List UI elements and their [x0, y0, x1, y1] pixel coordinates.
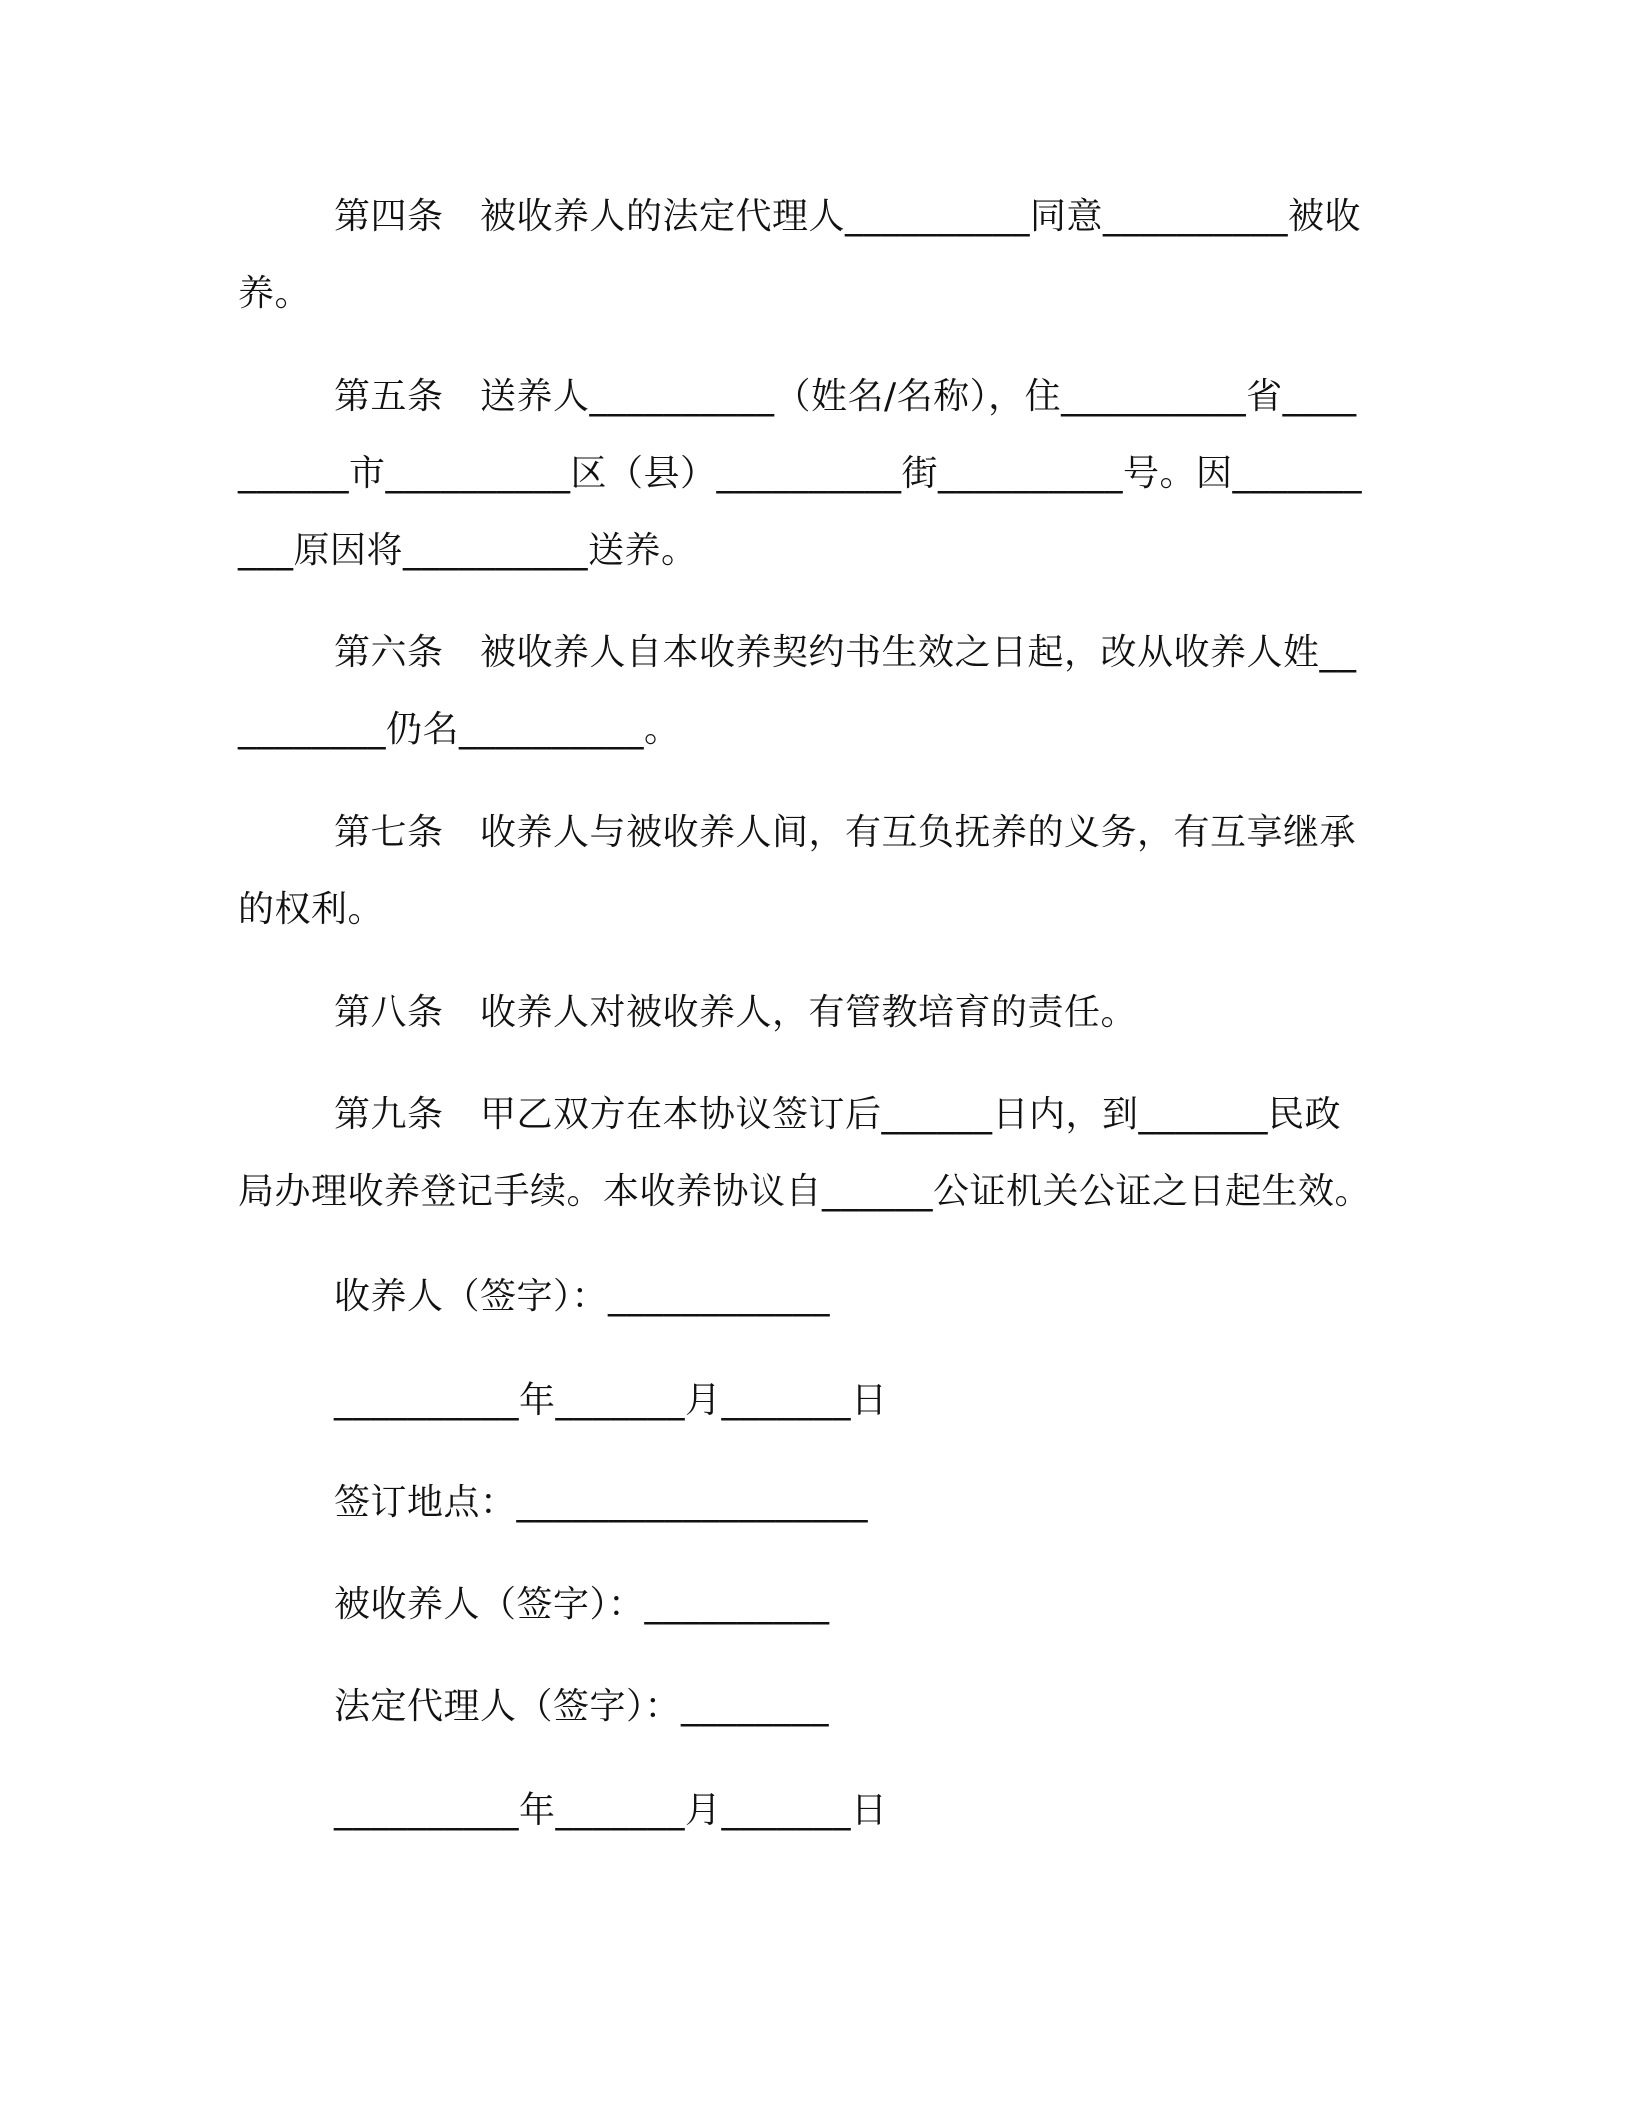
article-4: 第四条 被收养人的法定代理人__________同意__________被收养。 — [238, 196, 1362, 314]
article-8: 第八条 收养人对被收养人，有管教培育的责任。 — [334, 992, 1138, 1033]
adoptee-signature-line: 被收养人（签字）：__________ — [334, 1584, 830, 1625]
date-line-1: __________年_______月_______日 — [334, 1380, 888, 1421]
signing-place-line: 签订地点：___________________ — [334, 1482, 869, 1523]
adopter-signature-line: 收养人（签字）：____________ — [334, 1276, 831, 1317]
article-9: 第九条 甲乙双方在本协议签订后______日内，到_______民政局办理收养登记手续。本收养协议自______公证机关公证之日起生效。 — [238, 1094, 1372, 1212]
article-7: 第七条 收养人与被收养人间，有互负抚养的义务，有互享继承的权利。 — [238, 812, 1357, 930]
article-6: 第六条 被收养人自本收养契约书生效之日起，改从收养人姓__________仍名__________。 — [238, 632, 1357, 750]
guardian-signature-line: 法定代理人（签字）：________ — [334, 1686, 830, 1727]
date-line-2: __________年_______月_______日 — [334, 1790, 888, 1831]
article-5: 第五条 送养人__________（姓名/名称），住__________省__________市__________区（县）__________街__________号。因__________原因将__________送养。 — [238, 376, 1363, 571]
